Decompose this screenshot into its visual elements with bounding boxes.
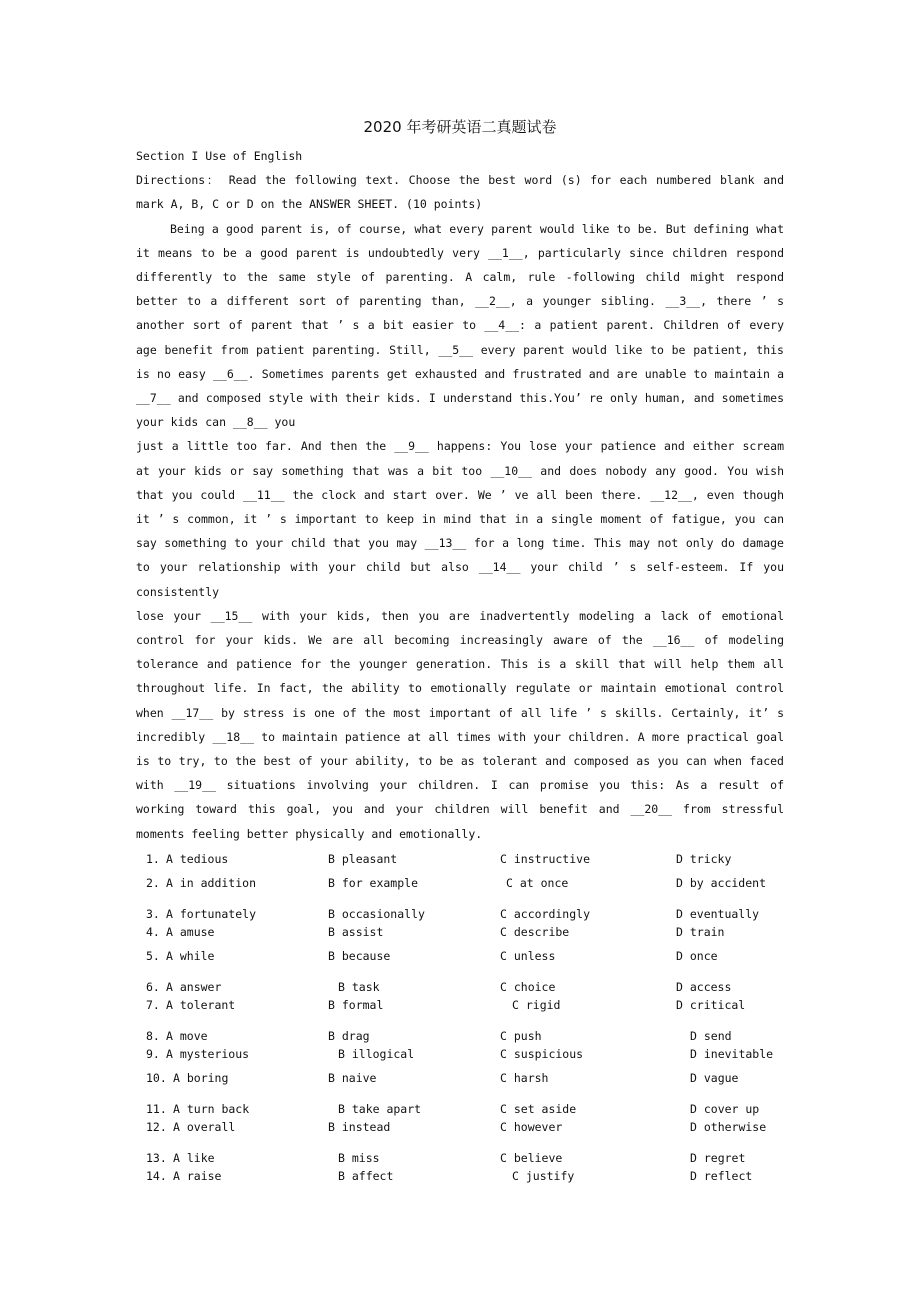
- question-number: 10.: [146, 1071, 167, 1085]
- question-number: 5.: [146, 949, 160, 963]
- question-number: 11.: [146, 1102, 167, 1116]
- option-c: C set aside: [500, 1102, 577, 1116]
- option-b: B task: [338, 980, 380, 994]
- option-d: D critical: [676, 998, 746, 1012]
- option-d: D cover up: [690, 1102, 760, 1116]
- option-row: [146, 923, 806, 941]
- option-a: A tolerant: [166, 998, 236, 1012]
- option-row: [146, 947, 806, 965]
- option-b: B take apart: [338, 1102, 422, 1116]
- option-c: C harsh: [500, 1071, 549, 1085]
- passage-paragraph: Being a good parent is, of course, what every parent would like to be. But defining what it means to be a good parent is undoubtedly very __1__, particularly since children respond differently to the same style of parenting. A calm, rule -following child might respond better to a different sort of parenting than, __2__, a younger sibling. __3__, there ’ s another sort of parent that ’ s a bit easier to __4__: a patient parent. Children of every age benefit from patient parenting. Still, __5__ every parent would like to be patient, this is no easy __6__. Sometimes parents get exhausted and frustrated and are unable to maintain a __7__ and composed style with their kids. I understand this.You’ re only human, and sometimes your kids can __8__ you: [136, 221, 784, 430]
- option-row: [146, 1069, 806, 1087]
- option-c: C push: [500, 1029, 542, 1043]
- question-number: 1.: [146, 852, 160, 866]
- option-row: [146, 850, 806, 868]
- option-b: B instead: [328, 1120, 391, 1134]
- option-c: C suspicious: [500, 1047, 584, 1061]
- option-a: A overall: [173, 1120, 236, 1134]
- option-row: [146, 1167, 806, 1185]
- option-b: B drag: [328, 1029, 370, 1043]
- option-d: D regret: [690, 1151, 746, 1165]
- option-b: B because: [328, 949, 391, 963]
- passage-paragraph: just a little too far. And then the __9__ happens: You lose your patience and either scream at your kids or say something that was a bit too __10__ and does nobody any good. You wish that you could __11__ the clock and start over. We ’ ve all been there. __12__, even though it ’ s common, it ’ s important to keep in mind that in a single moment of fatigue, you can say something to your child that you may __13__ for a long time. This may not only do damage to your relationship with your child but also __14__ your child ’ s self-esteem. If you consistently: [136, 439, 784, 599]
- question-number: 12.: [146, 1120, 167, 1134]
- option-a: A while: [166, 949, 215, 963]
- exam-body: [136, 144, 784, 846]
- option-row: [146, 1027, 806, 1045]
- answer-options: [146, 850, 806, 1185]
- option-c: C however: [500, 1120, 563, 1134]
- option-d: D reflect: [690, 1169, 753, 1183]
- option-d: D access: [676, 980, 732, 994]
- question-number: 14.: [146, 1169, 167, 1183]
- option-c: C justify: [512, 1169, 575, 1183]
- option-d: D eventually: [676, 907, 760, 921]
- option-b: B naive: [328, 1071, 377, 1085]
- option-a: A boring: [173, 1071, 229, 1085]
- section-heading: Section I Use of English: [136, 149, 303, 163]
- option-a: A tedious: [166, 852, 229, 866]
- question-number: 2.: [146, 876, 160, 890]
- option-c: C describe: [500, 925, 570, 939]
- option-row: [146, 1045, 806, 1063]
- option-row: [146, 874, 806, 892]
- option-a: A answer: [166, 980, 222, 994]
- option-d: D once: [676, 949, 718, 963]
- option-c: C believe: [500, 1151, 563, 1165]
- option-a: A like: [173, 1151, 215, 1165]
- option-a: A amuse: [166, 925, 215, 939]
- option-a: A raise: [173, 1169, 222, 1183]
- question-number: 7.: [146, 998, 160, 1012]
- page-title: 2020 年考研英语二真题试卷: [363, 118, 557, 136]
- option-d: D tricky: [676, 852, 732, 866]
- option-row: [146, 1100, 806, 1118]
- option-row: [146, 996, 806, 1014]
- question-number: 3.: [146, 907, 160, 921]
- question-number: 9.: [146, 1047, 160, 1061]
- option-row: [146, 905, 806, 923]
- option-c: C accordingly: [500, 907, 591, 921]
- option-b: B pleasant: [328, 852, 398, 866]
- option-c: C instructive: [500, 852, 591, 866]
- option-d: D by accident: [676, 876, 767, 890]
- option-c: C at once: [506, 876, 569, 890]
- option-d: D otherwise: [690, 1120, 767, 1134]
- option-row: [146, 1118, 806, 1136]
- option-row: [146, 978, 806, 996]
- option-b: B for example: [328, 876, 419, 890]
- option-b: B affect: [338, 1169, 394, 1183]
- option-b: B illogical: [338, 1047, 415, 1061]
- option-d: D train: [676, 925, 725, 939]
- directions: Directions： Read the following text. Choose the best word (s) for each numbered blank and mark A, B, C or D on the ANSWER SHEET. (10 points): [136, 173, 784, 212]
- option-a: A turn back: [173, 1102, 250, 1116]
- option-c: C rigid: [512, 998, 561, 1012]
- option-row: [146, 1149, 806, 1167]
- option-b: B miss: [338, 1151, 380, 1165]
- option-a: A fortunately: [166, 907, 257, 921]
- option-c: C unless: [500, 949, 556, 963]
- question-number: 13.: [146, 1151, 167, 1165]
- option-b: B assist: [328, 925, 384, 939]
- option-a: A in addition: [166, 876, 257, 890]
- option-c: C choice: [500, 980, 556, 994]
- option-b: B formal: [328, 998, 384, 1012]
- option-b: B occasionally: [328, 907, 425, 921]
- option-d: D vague: [690, 1071, 739, 1085]
- question-number: 8.: [146, 1029, 160, 1043]
- option-d: D inevitable: [690, 1047, 774, 1061]
- passage-paragraph: lose your __15__ with your kids, then you are inadvertently modeling a lack of emotional control for your kids. We are all becoming increasingly aware of the __16__ of modeling tolerance and patience for the younger generation. This is a skill that will help them all throughout life. In fact, the ability to emotionally regulate or maintain emotional control when __17__ by stress is one of the most important of all life ’ s skills. Certainly, it’ s incredibly __18__ to maintain patience at all times with your children. A more practical goal is to try, to the best of your ability, to be as tolerant and composed as you can when faced with __19__ situations involving your children. I can promise you this: As a result of working toward this goal, you and your children will benefit and __20__ from stressful moments feeling better physically and emotionally.: [136, 608, 784, 841]
- question-number: 6.: [146, 980, 160, 994]
- option-a: A move: [166, 1029, 208, 1043]
- option-a: A mysterious: [166, 1047, 250, 1061]
- question-number: 4.: [146, 925, 160, 939]
- option-d: D send: [690, 1029, 732, 1043]
